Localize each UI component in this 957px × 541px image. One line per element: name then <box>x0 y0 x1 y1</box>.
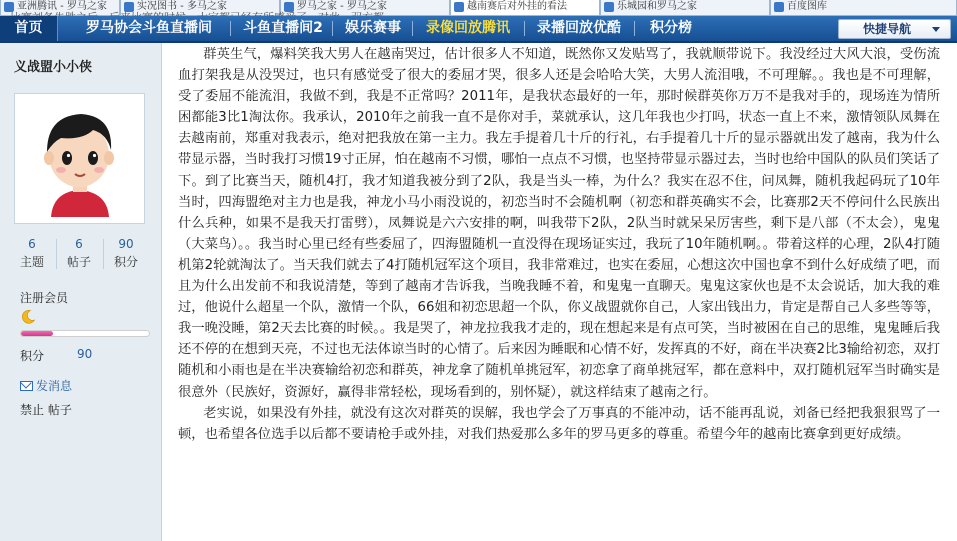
score-value: 90 <box>77 347 93 361</box>
moon-icon <box>20 309 36 325</box>
browser-tab[interactable]: 罗马之家 - 罗马之家 <box>280 0 450 16</box>
member-level[interactable]: 注册会员 <box>20 291 69 305</box>
browser-tab[interactable]: 百度图库 <box>770 0 957 16</box>
browser-tab-active[interactable]: 越南赛后对外挂的看法 <box>450 0 600 16</box>
nav-separator <box>332 21 333 36</box>
post-content <box>178 44 940 445</box>
send-message-link[interactable] <box>20 377 72 394</box>
post-paragraph: 群英生气，爆料笑我大男人在越南哭过，估计很多人不知道，既然你又发贴骂了，我就顺带说下。我没经过大风大浪，受伤流血打架我是从没哭过，也只有感觉受了很大的委屈才哭，很多人还是会哈哈大笑，大男人流泪哦，不可理解。。我也是不可理解，受了委屈不能流泪，我做不到，我是不正常吗？2011年，是我状态最好的一年，那时候群英你万万不是我对手的，现场连为情所困都能3比1淘汰你。我承认，2010年之前我一直不是你对手，菜就承认，这几年我也少打吗，状态一直上不来，激情领队凤舞在去越南前，郑重对我表示，绝对把我放在第一主力。我左手提着几十斤的行礼，右手提着几十斤的显示器就出发了越南，我为什么带显示器，当时我打习惯19寸正屏，怕在越南不习惯，哪怕一点点不习惯，也坚持带显示器过去，当时也给中国队的队员们笑话了下。到了比赛当天，随机4打，我才知道我被分到了2队，我是当头一棒，为什么？我实在忍不住，问凤舞，随机我起码玩了10年当时，四海盟绝对主力也是我，神龙小马小雨没说的，初恋当时不会随机啊（初恋和群英确实不会，比赛那2天不停问什么民族出什么兵种，如果不是我天打雷劈），凤舞说是六六安排的啊，叫我带下2队，2队当时就呆呆厉害些，剩下是八部（不太会），鬼鬼（大菜鸟）。。我当时心里已经有些委屈了，四海盟随机一直没得在现场证实过，我玩了10年随机啊。。带着这样的心理，2队4打随机第2轮就淘汰了。当天我们就去了4打随机冠军这个项目，我非常难过，也实在委屈，心想这次中国也拿不到什么好成绩了吧，而且为什么出发前不和我说清楚，等到了越南才告诉我，当晚我睡不着，和鬼鬼一直聊天。鬼鬼这家伙也是不太会说话，加大我的难过，他说什么超星一个队，激情一个队，66姐和初恋思超一个队，你义战盟就你自己，人家出钱出力，肯定是帮自己人多些等等，我一晚没睡，第2天去比赛的时候。。我是哭了，神龙拉我我才走的，现在想起来是有点可笑，当时被困在自己的思维，鬼鬼睡后我还不停的在想到天亮，不过也无法体谅当时的心情了。后来因为睡眠和心情不好，发挥真的不好，商在半决赛2比3输给初恋，双打随机和小雨也是在半决赛输给初恋和群英，神龙拿了随机单挑冠军，初恋拿了商单挑冠军，都在意料中，双打随机冠军当时确实是很意外（民族好，资源好，赢得非常轻松，现场看到的，别怀疑），就这样结束了越南之行。 <box>178 47 940 400</box>
nav-separator <box>412 21 413 36</box>
stat-posts-value: 6 <box>75 237 83 251</box>
quick-nav-button[interactable] <box>838 19 951 39</box>
page-icon <box>454 2 464 12</box>
stat-points-label: 积分 <box>113 255 138 269</box>
post-paragraph: 老实说，如果没有外挂，就没有这次对群英的误解，我也学会了万事真的不能冲动，话不能再乱说，刘备已经把我狠狠骂了一顿，也希望各位选手以后都不要请枪手或外挂，对我们热爱那么多年的罗马更多的尊重。希望今年的越南比赛拿到更好成绩。 <box>178 405 940 442</box>
level-progress-fill <box>21 331 53 336</box>
nav-leaderboard[interactable]: 积分榜 <box>650 20 692 36</box>
stat-topics[interactable] <box>10 235 54 271</box>
chevron-down-icon <box>932 27 940 32</box>
main-nav <box>0 16 957 43</box>
quick-nav-label: 快捷导航 <box>863 22 912 36</box>
nav-home[interactable]: 首页 <box>0 16 58 41</box>
page-icon <box>604 2 614 12</box>
page-icon <box>774 2 784 12</box>
level-progress-bar <box>20 330 150 337</box>
username[interactable]: 义战盟小小侠 <box>14 60 93 75</box>
score-label: 积分 <box>20 349 45 363</box>
browser-tab[interactable]: 乐城园和罗马之家 <box>600 0 770 16</box>
stat-posts-label: 帖子 <box>66 255 91 269</box>
nav-douyu-room[interactable]: 罗马协会斗鱼直播间 <box>86 20 212 36</box>
ban-posts-link[interactable]: 禁止 帖子 <box>20 403 72 417</box>
nav-separator <box>230 21 231 36</box>
score-row <box>20 347 93 364</box>
user-stats <box>10 235 150 275</box>
stat-points-value: 90 <box>118 237 134 251</box>
browser-tab[interactable]: 实况图书 - 多马之家 <box>120 0 280 16</box>
nav-replay-youku[interactable]: 录播回放优酷 <box>537 20 621 36</box>
envelope-icon <box>20 381 33 391</box>
stat-points[interactable] <box>104 235 148 271</box>
user-sidebar <box>0 43 162 541</box>
nav-separator <box>524 21 525 36</box>
nav-entertainment[interactable]: 娱乐赛事 <box>345 20 401 36</box>
nav-separator <box>634 21 635 36</box>
stat-topics-label: 主题 <box>19 255 44 269</box>
nav-replay-tencent[interactable]: 录像回放腾讯 <box>426 20 510 36</box>
cartoon-boy-avatar-icon <box>21 100 138 217</box>
stat-posts[interactable] <box>57 235 101 271</box>
send-message-label: 发消息 <box>36 379 73 393</box>
avatar[interactable] <box>14 93 145 224</box>
stat-topics-value: 6 <box>28 237 36 251</box>
browser-tab[interactable]: 亚洲腾讯 - 罗马之家 <box>0 0 120 16</box>
nav-douyu-room-2[interactable]: 斗鱼直播间2 <box>243 20 323 36</box>
